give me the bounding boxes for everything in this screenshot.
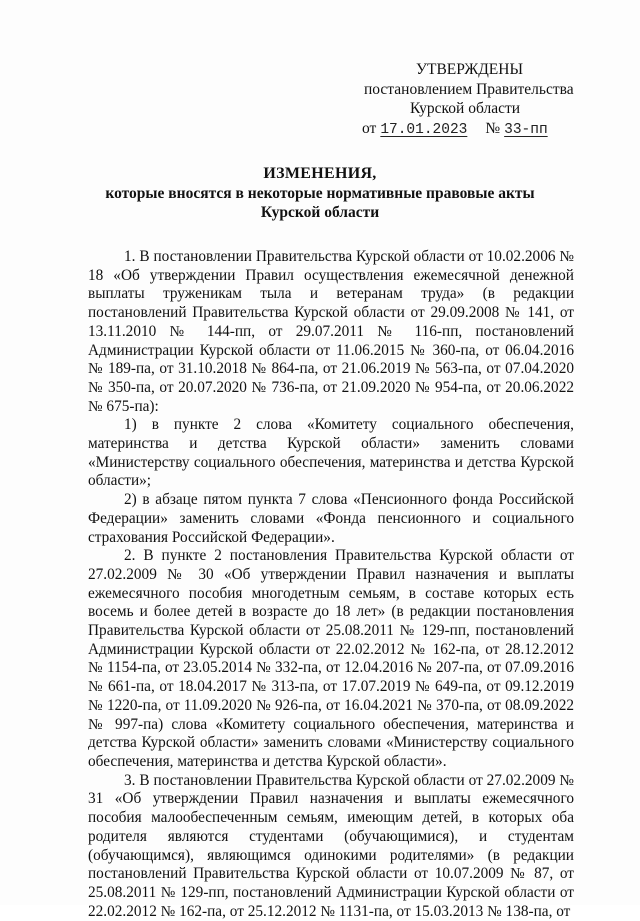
date-prefix: от <box>362 119 377 137</box>
paragraph: 3. В постановлении Правительства Курской области от 27.02.2009 № 31 «Об утверждении Правил назначения и выплаты ежемесячного пособия малообеспеченным семьям, имеющим детей, в которых оба родителя являются студентами (обучающимися), и студентам (обучающимся), являющимся одинокими родителями» (в редакции постановлений Правительства Курской области от 10.07.2009 № 87, от 25.08.2011 № 129-пп, постановлений Администрации Курской области от 22.02.2012 № 162-па, от 25.12.2012 № 1131-па, от 15.03.2013 № 138-па, от <box>88 771 574 920</box>
paragraph: 2) в абзаце пятом пункта 7 слова «Пенсионного фонда Российской Федерации» заменить словами «Фонда пенсионного и социального страхования Российской Федерации». <box>88 491 574 546</box>
approval-stamp <box>362 60 582 140</box>
approval-region: Курской области <box>410 100 521 117</box>
paragraph: 2. В пункте 2 постановления Правительства Курской области от 27.02.2009 № 30 «Об утверждении Правил назначения и выплаты ежемесячного пособия многодетным семьям, в составе которых есть восемь и более детей в возрасте до 18 лет» (в редакции постановления Правительства Курской области от 25.08.2011 № 129-пп, постановлений Администрации Курской области от 22.02.2012 № 162-па, от 28.12.2012 № 1154-па, от 23.05.2014 № 332-па, от 12.04.2016 № 207-па, от 07.09.2016 № 661-па, от 18.04.2017 № 313-па, от 17.07.2019 № 649-па, от 09.12.2019 № 1220-па, от 11.09.2020 № 926-па, от 16.04.2021 № 370-па, от 08.09.2022 № 997-па) слова «Комитету социального обеспечения, материнства и детства Курской области» заменить словами «Министерству социального обеспечения, материнства и детства Курской области». <box>88 547 574 770</box>
paragraph: 1) в пункте 2 слова «Комитету социального обеспечения, материнства и детства Курской области» заменить словами «Министерству социального обеспечения, материнства и детства Курской области»; <box>88 416 574 490</box>
document-body <box>88 248 574 921</box>
approval-authority: постановлением Правительства <box>364 80 574 98</box>
approval-date: 17.01.2023 <box>380 121 468 138</box>
number-prefix: № <box>485 119 501 137</box>
title-main: ИЗМЕНЕНИЯ, <box>263 165 377 182</box>
paragraph: 1. В постановлении Правительства Курской области от 10.02.2006 № 18 «Об утверждении Правил осуществления ежемесячной денежной выплаты труженикам тыла и ветеранам труда» (в редакции постановлений Правительства Курской области от 29.09.2008 № 141, от 13.11.2010 № 144-пп, от 29.07.2011 № 116-пп, постановлений Администрации Курской области от 11.06.2015 № 360-па, от 06.04.2016 № 189-па, от 31.10.2018 № 864-па, от 21.06.2019 № 563-па, от 07.04.2020 № 350-па, от 20.07.2020 № 736-па, от 21.09.2020 № 954-па, от 20.06.2022 № 675-па): <box>88 248 574 415</box>
approval-number: 33-пп <box>504 121 548 138</box>
title-subtitle: которые вносятся в некоторые нормативные правовые акты <box>105 184 535 202</box>
document-title <box>60 164 580 223</box>
approval-date-number <box>362 119 582 141</box>
approval-heading: УТВЕРЖДЕНЫ <box>416 61 523 78</box>
title-region: Курской области <box>260 204 380 221</box>
